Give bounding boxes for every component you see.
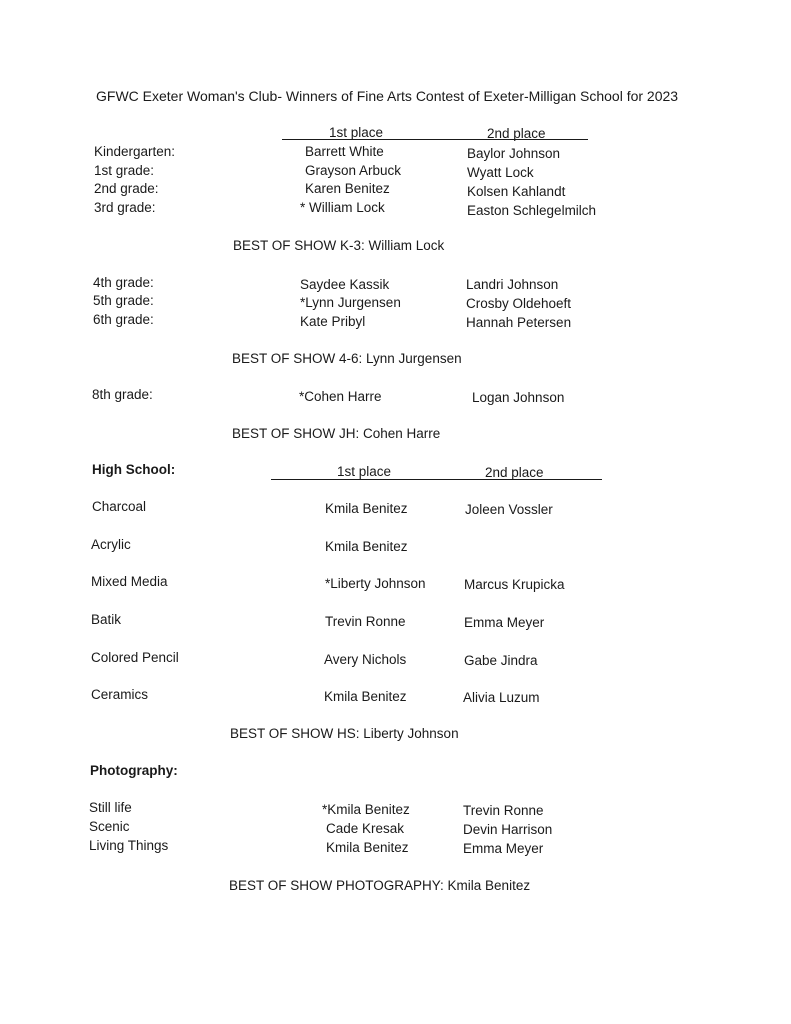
- second-place-name: Hannah Petersen: [466, 315, 572, 330]
- grade-label: 5th grade:: [93, 293, 154, 308]
- best-of-show-jh: BEST OF SHOW JH: Cohen Harre: [232, 426, 441, 441]
- second-place-name: Trevin Ronne: [463, 803, 544, 818]
- best-of-show-4-6: BEST OF SHOW 4-6: Lynn Jurgensen: [232, 351, 462, 366]
- grade-label: 1st grade:: [94, 163, 155, 178]
- first-place-name: *Lynn Jurgensen: [300, 295, 401, 310]
- grade-label: 4th grade:: [93, 275, 154, 290]
- first-place-name: *Cohen Harre: [299, 389, 382, 404]
- document-title: GFWC Exeter Woman's Club- Winners of Fine Arts Contest of Exeter-Milligan School for 2023: [96, 88, 679, 104]
- grade-label: 8th grade:: [92, 387, 153, 402]
- high-school-heading: High School:: [92, 462, 176, 477]
- grade-label: Kindergarten:: [94, 144, 176, 159]
- second-place-name: Landri Johnson: [466, 277, 559, 292]
- second-place-name: Marcus Krupicka: [464, 577, 565, 592]
- first-place-name: Kmila Benitez: [325, 501, 408, 516]
- second-place-name: Wyatt Lock: [467, 165, 534, 180]
- grade-label: 2nd grade:: [94, 181, 159, 196]
- category-label: Still life: [89, 800, 132, 815]
- first-place-name: Kmila Benitez: [326, 840, 409, 855]
- first-place-name: Avery Nichols: [324, 652, 407, 667]
- category-label: Mixed Media: [91, 574, 168, 589]
- best-of-show-k3: BEST OF SHOW K-3: William Lock: [233, 238, 445, 253]
- header-underline: [271, 479, 602, 480]
- first-place-name: Grayson Arbuck: [305, 163, 402, 178]
- best-of-show-photography: BEST OF SHOW PHOTOGRAPHY: Kmila Benitez: [229, 878, 531, 893]
- best-of-show-hs: BEST OF SHOW HS: Liberty Johnson: [230, 726, 459, 741]
- first-place-header: 1st place: [329, 125, 384, 140]
- header-underline: [282, 139, 588, 140]
- second-place-name: Devin Harrison: [463, 822, 553, 837]
- category-label: Batik: [91, 612, 122, 627]
- first-place-name: Trevin Ronne: [325, 614, 406, 629]
- category-label: Living Things: [89, 838, 169, 853]
- second-place-header: 2nd place: [487, 126, 546, 141]
- category-label: Ceramics: [91, 687, 149, 702]
- first-place-name: *Liberty Johnson: [325, 576, 426, 591]
- first-place-name: *Kmila Benitez: [322, 802, 410, 817]
- first-place-name: Cade Kresak: [326, 821, 405, 836]
- first-place-name: * William Lock: [300, 200, 385, 215]
- first-place-name: Karen Benitez: [305, 181, 390, 196]
- second-place-name: Alivia Luzum: [463, 690, 540, 705]
- second-place-name: Gabe Jindra: [464, 653, 538, 668]
- photography-heading: Photography:: [90, 763, 178, 778]
- second-place-name: Joleen Vossler: [465, 502, 553, 517]
- first-place-name: Kate Pribyl: [300, 314, 366, 329]
- second-place-name: Easton Schlegelmilch: [467, 203, 597, 218]
- first-place-name: Kmila Benitez: [324, 689, 407, 704]
- first-place-name: Saydee Kassik: [300, 277, 390, 292]
- grade-label: 6th grade:: [93, 312, 154, 327]
- category-label: Colored Pencil: [91, 650, 179, 665]
- category-label: Scenic: [89, 819, 130, 834]
- second-place-name: Logan Johnson: [472, 390, 565, 405]
- grade-label: 3rd grade:: [94, 200, 156, 215]
- second-place-header: 2nd place: [485, 465, 544, 480]
- first-place-header: 1st place: [337, 464, 392, 479]
- first-place-name: Kmila Benitez: [325, 539, 408, 554]
- category-label: Acrylic: [91, 537, 131, 552]
- second-place-name: Emma Meyer: [463, 841, 544, 856]
- second-place-name: Kolsen Kahlandt: [467, 184, 566, 199]
- category-label: Charcoal: [92, 499, 147, 514]
- second-place-name: Baylor Johnson: [467, 146, 561, 161]
- first-place-name: Barrett White: [305, 144, 384, 159]
- second-place-name: Crosby Oldehoeft: [466, 296, 572, 311]
- second-place-name: Emma Meyer: [464, 615, 545, 630]
